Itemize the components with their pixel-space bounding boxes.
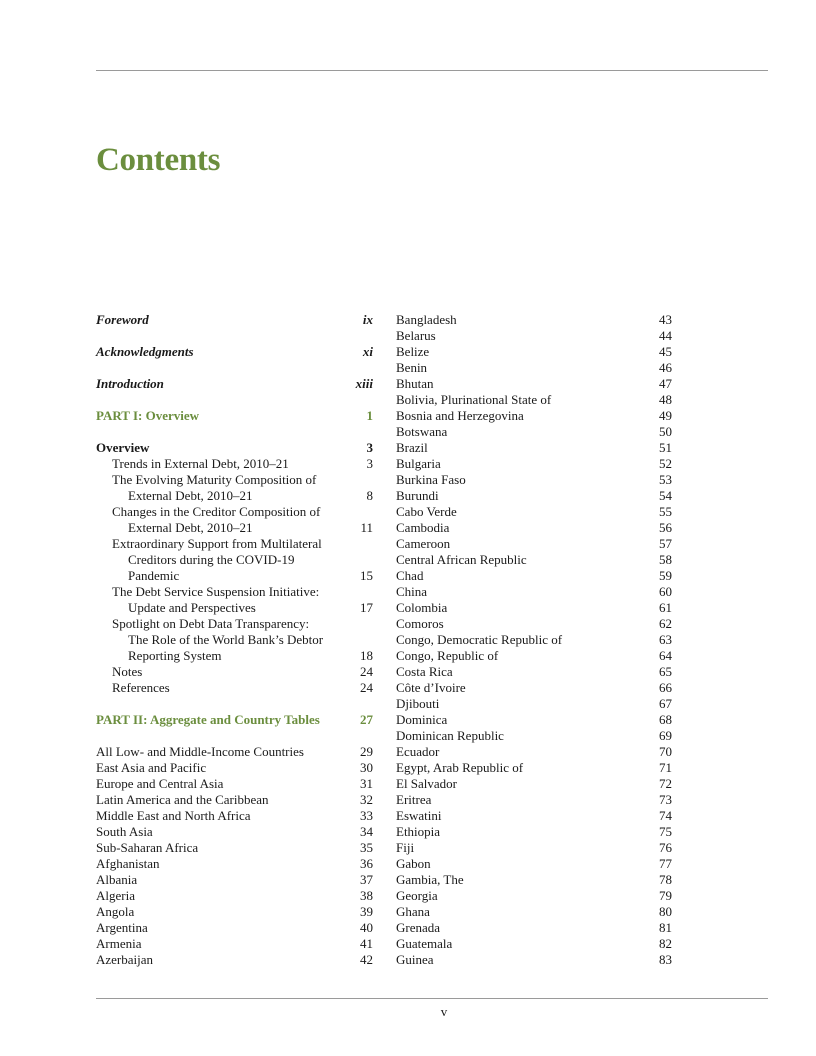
toc-entry-title-line: Bosnia and Herzegovina xyxy=(396,408,524,423)
toc-entry-page: 65 xyxy=(659,664,672,679)
toc-entry-page: 24 xyxy=(360,680,373,695)
toc-entry[interactable] xyxy=(96,824,373,840)
toc-entry[interactable] xyxy=(96,536,373,584)
toc-entry-title-line: Ethiopia xyxy=(396,824,441,839)
toc-entry-title-line: Europe and Central Asia xyxy=(96,776,224,791)
toc-entry-page: 73 xyxy=(659,792,672,807)
toc-entry-title xyxy=(96,664,142,680)
toc-entry-page: 31 xyxy=(360,776,373,791)
toc-entry-title-line: Azerbaijan xyxy=(96,952,154,967)
toc-entry-title xyxy=(396,808,442,824)
toc-entry-title-line: Colombia xyxy=(396,600,448,615)
toc-entry-page: 17 xyxy=(360,600,373,615)
toc-entry-title-line: Changes in the Creditor Composition of xyxy=(112,504,321,519)
toc-entry-title-line: Fiji xyxy=(396,840,415,855)
toc-entry[interactable] xyxy=(96,760,373,776)
toc-entry[interactable] xyxy=(96,472,373,504)
toc-entry-title-line: Algeria xyxy=(96,888,135,903)
toc-entry-title xyxy=(96,344,194,360)
toc-entry[interactable] xyxy=(396,680,672,696)
toc-entry[interactable] xyxy=(396,504,672,520)
toc-entry-title-line: Angola xyxy=(96,904,135,919)
toc-entry-title xyxy=(396,776,457,792)
toc-entry-page: 58 xyxy=(659,552,672,567)
toc-entry[interactable] xyxy=(396,760,672,776)
toc-entry[interactable] xyxy=(396,344,672,360)
toc-entry-page: 42 xyxy=(360,952,373,967)
page-number: v xyxy=(440,1004,448,1019)
toc-entry-title-line: Sub-Saharan Africa xyxy=(96,840,199,855)
toc-entry-page: 59 xyxy=(659,568,672,583)
toc-entry[interactable] xyxy=(396,312,672,328)
toc-entry[interactable] xyxy=(96,680,373,696)
toc-entry-title xyxy=(96,616,323,664)
toc-entry[interactable] xyxy=(396,552,672,568)
toc-entry-page: 75 xyxy=(659,824,672,839)
toc-entry-title xyxy=(396,312,457,328)
toc-entry-title-line: Trends in External Debt, 2010–21 xyxy=(112,456,289,471)
toc-entry[interactable] xyxy=(396,824,672,840)
toc-entry-title-line: Congo, Republic of xyxy=(396,648,499,663)
toc-entry-title-line: Introduction xyxy=(96,376,164,391)
toc-entry-title-line: East Asia and Pacific xyxy=(96,760,207,775)
toc-entry[interactable] xyxy=(96,952,373,968)
toc-entry-title xyxy=(396,824,440,840)
toc-entry-page: 69 xyxy=(659,728,672,743)
toc-entry-title xyxy=(396,888,438,904)
toc-entry-title-line: Bolivia, Plurinational State of xyxy=(396,392,552,407)
toc-entry[interactable] xyxy=(396,584,672,600)
toc-entry-title-line: Egypt, Arab Republic of xyxy=(396,760,524,775)
toc-entry-title xyxy=(396,744,439,760)
toc-entry-title xyxy=(396,664,453,680)
toc-entry-title-line: Bhutan xyxy=(396,376,434,391)
toc-entry-title xyxy=(396,504,457,520)
toc-entry-title xyxy=(96,872,137,888)
toc-entry-title xyxy=(396,520,449,536)
toc-entry-title xyxy=(96,536,322,584)
toc-entry[interactable] xyxy=(396,328,672,344)
toc-entry-title xyxy=(96,680,170,696)
toc-entry[interactable] xyxy=(396,360,672,376)
toc-entry-title xyxy=(396,456,441,472)
toc-entry-page: 66 xyxy=(659,680,672,695)
toc-entry-page: 43 xyxy=(659,312,672,327)
toc-entry-page: 74 xyxy=(659,808,672,823)
top-rule xyxy=(96,70,768,71)
toc-entry[interactable] xyxy=(96,872,373,888)
toc-entry[interactable] xyxy=(396,632,672,648)
toc-entry[interactable] xyxy=(96,888,373,904)
toc-entry-page: 47 xyxy=(659,376,672,391)
toc-entry-title xyxy=(396,536,450,552)
toc-entry-title xyxy=(396,392,551,408)
toc-entry-title xyxy=(396,552,527,568)
toc-entry[interactable] xyxy=(396,712,672,728)
toc-entry-page: 72 xyxy=(659,776,672,791)
toc-entry[interactable] xyxy=(396,776,672,792)
toc-entry-title xyxy=(96,408,199,424)
toc-entry-title xyxy=(396,760,523,776)
toc-entry[interactable] xyxy=(396,456,672,472)
toc-entry-page: 39 xyxy=(360,904,373,919)
toc-entry-title-line: External Debt, 2010–21 xyxy=(128,520,253,535)
toc-entry-title xyxy=(396,328,436,344)
toc-entry-title-line: Eritrea xyxy=(396,792,432,807)
page-title: Contents xyxy=(96,142,221,178)
toc-entry[interactable] xyxy=(96,904,373,920)
toc-entry-title xyxy=(396,408,524,424)
toc-entry-page: 3 xyxy=(366,456,373,471)
toc-entry-title-line: Extraordinary Support from Multilateral xyxy=(112,536,322,551)
toc-entry-title xyxy=(96,760,206,776)
toc-entry-title-line: Creditors during the COVID-19 xyxy=(128,552,295,567)
toc-entry-title-line: PART II: Aggregate and Country Tables xyxy=(96,712,320,727)
toc-entry[interactable] xyxy=(396,440,672,456)
toc-entry-page: 77 xyxy=(659,856,672,871)
toc-entry[interactable] xyxy=(396,952,672,968)
toc-entry[interactable] xyxy=(96,584,373,616)
toc-entry-page: 46 xyxy=(659,360,672,375)
toc-entry[interactable] xyxy=(96,776,373,792)
toc-entry-page: 79 xyxy=(659,888,672,903)
toc-entry[interactable] xyxy=(96,440,373,456)
toc-entry-page: 56 xyxy=(659,520,672,535)
toc-entry[interactable] xyxy=(96,312,373,328)
toc-entry-title xyxy=(396,712,447,728)
toc-entry[interactable] xyxy=(396,728,672,744)
toc-entry-title-line: Congo, Democratic Republic of xyxy=(396,632,563,647)
toc-entry-title-line: Afghanistan xyxy=(96,856,160,871)
toc-entry-page: 48 xyxy=(659,392,672,407)
toc-entry-title xyxy=(396,648,498,664)
toc-entry[interactable] xyxy=(396,392,672,408)
toc-entry-title-line: Côte d’Ivoire xyxy=(396,680,466,695)
toc-entry-title-line: Burundi xyxy=(396,488,439,503)
toc-entry-title xyxy=(396,376,434,392)
toc-entry-title-line: Djibouti xyxy=(396,696,440,711)
toc-entry-title-line: Notes xyxy=(112,664,143,679)
toc-entry[interactable] xyxy=(96,712,373,728)
toc-entry-title-line: Armenia xyxy=(96,936,142,951)
toc-entry-title-line: El Salvador xyxy=(396,776,458,791)
toc-entry[interactable] xyxy=(396,536,672,552)
toc-entry-page: 54 xyxy=(659,488,672,503)
toc-entry-page: 34 xyxy=(360,824,373,839)
toc-entry-title xyxy=(96,744,304,760)
toc-entry-title xyxy=(396,344,429,360)
toc-entry-title xyxy=(96,584,319,616)
toc-entry-title xyxy=(96,952,153,968)
toc-column-right xyxy=(396,312,672,968)
toc-entry-page: 18 xyxy=(360,648,373,663)
toc-entry-title-line: Dominican Republic xyxy=(396,728,504,743)
toc-entry-page: 81 xyxy=(659,920,672,935)
toc-entry-title-line: Reporting System xyxy=(128,648,222,663)
toc-entry-page: 78 xyxy=(659,872,672,887)
toc-entry-page: 36 xyxy=(360,856,373,871)
toc-entry-title xyxy=(396,792,431,808)
toc-entry-title-line: Bulgaria xyxy=(396,456,441,471)
toc-entry-title-line: Bangladesh xyxy=(396,312,457,327)
toc-entry[interactable] xyxy=(396,488,672,504)
toc-entry-title-line: Burkina Faso xyxy=(396,472,466,487)
toc-entry-title xyxy=(396,872,464,888)
toc-entry-page: 80 xyxy=(659,904,672,919)
toc-entry-title xyxy=(96,456,289,472)
toc-entry[interactable] xyxy=(396,904,672,920)
toc-entry-title-line: Foreword xyxy=(96,312,149,327)
toc-entry-title xyxy=(96,920,148,936)
toc-entry-page: 55 xyxy=(659,504,672,519)
toc-entry-title xyxy=(396,952,434,968)
toc-entry-title xyxy=(96,504,320,536)
toc-entry-title-line: Gabon xyxy=(396,856,431,871)
toc-entry-title-line: Cabo Verde xyxy=(396,504,457,519)
toc-entry-title xyxy=(396,600,447,616)
toc-entry[interactable] xyxy=(396,600,672,616)
toc-entry-title xyxy=(96,376,164,392)
toc-entry-title-line: Acknowledgments xyxy=(96,344,194,359)
toc-entry-title-line: The Role of the World Bank’s Debtor xyxy=(128,632,324,647)
toc-entry-title xyxy=(96,936,141,952)
toc-entry-title-line: Grenada xyxy=(396,920,441,935)
toc-entry-title-line: China xyxy=(396,584,428,599)
toc-entry[interactable] xyxy=(396,840,672,856)
toc-entry-title xyxy=(96,472,316,504)
toc-entry-page: 50 xyxy=(659,424,672,439)
toc-entry-page: 76 xyxy=(659,840,672,855)
toc-entry[interactable] xyxy=(96,376,373,392)
toc-entry[interactable] xyxy=(96,808,373,824)
toc-entry-page: 24 xyxy=(360,664,373,679)
toc-entry-title xyxy=(396,616,444,632)
toc-entry-title-line: Ghana xyxy=(396,904,430,919)
toc-entry-page: xiii xyxy=(355,376,373,391)
toc-entry-title xyxy=(96,808,251,824)
toc-entry-title xyxy=(96,776,223,792)
toc-entry[interactable] xyxy=(96,920,373,936)
toc-entry[interactable] xyxy=(96,936,373,952)
toc-entry[interactable] xyxy=(396,376,672,392)
toc-entry-page: 51 xyxy=(659,440,672,455)
toc-entry-title-line: References xyxy=(112,680,170,695)
toc-entry-title xyxy=(396,728,504,744)
toc-entry-page: 35 xyxy=(360,840,373,855)
toc-entry-title-line: Albania xyxy=(96,872,138,887)
toc-entry-title-line: Belarus xyxy=(396,328,436,343)
toc-entry-title xyxy=(396,840,414,856)
toc-entry-title xyxy=(396,360,427,376)
toc-entry-title xyxy=(396,424,447,440)
toc-entry[interactable] xyxy=(396,648,672,664)
toc-entry[interactable] xyxy=(396,888,672,904)
toc-entry[interactable] xyxy=(396,520,672,536)
toc-entry-title xyxy=(396,920,440,936)
toc-entry-page: 3 xyxy=(366,440,373,455)
toc-entry-title-line: Pandemic xyxy=(128,568,180,583)
toc-entry-title xyxy=(96,840,198,856)
toc-entry-title-line: Argentina xyxy=(96,920,148,935)
toc-entry-page: 83 xyxy=(659,952,672,967)
toc-entry-page: 32 xyxy=(360,792,373,807)
toc-entry[interactable] xyxy=(96,792,373,808)
toc-entry-page: 67 xyxy=(659,696,672,711)
toc-entry[interactable] xyxy=(396,744,672,760)
toc-entry-page: 11 xyxy=(360,520,373,535)
toc-entry-title-line: Costa Rica xyxy=(396,664,453,679)
toc-entry-page: 1 xyxy=(366,408,373,423)
toc-entry[interactable] xyxy=(396,696,672,712)
toc-entry-title xyxy=(396,568,423,584)
toc-entry-title xyxy=(396,472,466,488)
toc-entry-title xyxy=(96,856,160,872)
toc-entry[interactable] xyxy=(96,456,373,472)
toc-entry[interactable] xyxy=(396,920,672,936)
toc-entry[interactable] xyxy=(396,856,672,872)
toc-entry-page: 30 xyxy=(360,760,373,775)
toc-entry-page: 63 xyxy=(659,632,672,647)
toc-entry-page: 45 xyxy=(659,344,672,359)
toc-entry-title xyxy=(396,936,452,952)
toc-column-left xyxy=(96,312,373,968)
toc-entry-title-line: Brazil xyxy=(396,440,428,455)
toc-entry-title-line: Belize xyxy=(396,344,430,359)
toc-entry-title xyxy=(396,856,431,872)
toc-entry-title-line: Comoros xyxy=(396,616,444,631)
toc-entry-title-line: Central African Republic xyxy=(396,552,527,567)
toc-entry[interactable] xyxy=(96,504,373,536)
toc-entry-title-line: The Debt Service Suspension Initiative: xyxy=(112,584,320,599)
toc-entry[interactable] xyxy=(396,408,672,424)
toc-entry[interactable] xyxy=(396,872,672,888)
toc-entry-title-line: Botswana xyxy=(396,424,448,439)
toc-entry-title-line: All Low- and Middle-Income Countries xyxy=(96,744,304,759)
toc-entry-page: 15 xyxy=(360,568,373,583)
toc-entry-page: 68 xyxy=(659,712,672,727)
toc-entry[interactable] xyxy=(396,472,672,488)
toc-entry-title-line: South Asia xyxy=(96,824,153,839)
toc-entry-title xyxy=(96,440,149,456)
toc-entry[interactable] xyxy=(96,744,373,760)
toc-entry-title xyxy=(396,904,430,920)
toc-entry-title-line: PART I: Overview xyxy=(96,408,200,423)
toc-entry[interactable] xyxy=(96,616,373,664)
toc-entry-title-line: Eswatini xyxy=(396,808,442,823)
toc-entry-page: 41 xyxy=(360,936,373,951)
toc-entry-title-line: Georgia xyxy=(396,888,438,903)
toc-entry-page: 61 xyxy=(659,600,672,615)
toc-entry-title xyxy=(396,488,439,504)
toc-entry-title-line: The Evolving Maturity Composition of xyxy=(112,472,317,487)
toc-entry-page: 29 xyxy=(360,744,373,759)
toc-entry-title-line: Cameroon xyxy=(396,536,451,551)
toc-entry-page: 37 xyxy=(360,872,373,887)
toc-entry-title xyxy=(96,712,320,728)
toc-entry-title-line: Cambodia xyxy=(396,520,450,535)
toc-entry-page: 27 xyxy=(360,712,373,727)
toc-entry-title-line: Guatemala xyxy=(396,936,453,951)
toc-entry-title-line: Spotlight on Debt Data Transparency: xyxy=(112,616,310,631)
toc-entry-page: 70 xyxy=(659,744,672,759)
toc-entry-title-line: External Debt, 2010–21 xyxy=(128,488,253,503)
toc-entry-title xyxy=(96,312,149,328)
toc-entry[interactable] xyxy=(96,344,373,360)
toc-entry-title-line: Update and Perspectives xyxy=(128,600,256,615)
toc-entry[interactable] xyxy=(96,408,373,424)
bottom-rule xyxy=(96,998,768,999)
toc-entry-page: 71 xyxy=(659,760,672,775)
toc-entry-page: 64 xyxy=(659,648,672,663)
toc-entry[interactable] xyxy=(396,424,672,440)
toc-entry-title xyxy=(96,904,134,920)
toc-entry[interactable] xyxy=(96,664,373,680)
toc-entry-page: 82 xyxy=(659,936,672,951)
toc-entry-page: 53 xyxy=(659,472,672,487)
toc-entry[interactable] xyxy=(396,664,672,680)
toc-entry[interactable] xyxy=(396,936,672,952)
toc-entry-title-line: Overview xyxy=(96,440,150,455)
toc-entry-page: 52 xyxy=(659,456,672,471)
toc-entry-page: 60 xyxy=(659,584,672,599)
toc-entry[interactable] xyxy=(396,568,672,584)
toc-entry-page: 49 xyxy=(659,408,672,423)
toc-entry-page: 38 xyxy=(360,888,373,903)
toc-entry-page: xi xyxy=(362,344,373,359)
toc-entry-page: 33 xyxy=(360,808,373,823)
toc-entry-title-line: Latin America and the Caribbean xyxy=(96,792,269,807)
toc-entry[interactable] xyxy=(396,808,672,824)
toc-entry-title xyxy=(396,440,428,456)
toc-entry[interactable] xyxy=(96,856,373,872)
toc-entry-title-line: Guinea xyxy=(396,952,434,967)
toc-entry-title xyxy=(396,584,427,600)
toc-entry-title xyxy=(396,696,439,712)
toc-entry-title xyxy=(396,632,562,648)
toc-entry-page: 8 xyxy=(366,488,373,503)
toc-entry[interactable] xyxy=(96,840,373,856)
toc-entry-title xyxy=(96,824,153,840)
toc-entry-title xyxy=(96,888,135,904)
toc-entry-title-line: Gambia, The xyxy=(396,872,464,887)
toc-entry-page: 62 xyxy=(659,616,672,631)
toc-entry-title-line: Chad xyxy=(396,568,424,583)
toc-entry-title xyxy=(396,680,466,696)
toc-entry-page: 44 xyxy=(659,328,672,343)
toc-entry-title-line: Benin xyxy=(396,360,428,375)
toc-entry-title-line: Middle East and North Africa xyxy=(96,808,251,823)
toc-entry-title-line: Dominica xyxy=(396,712,448,727)
toc-entry-title xyxy=(96,792,269,808)
toc-entry-title-line: Ecuador xyxy=(396,744,440,759)
toc-entry-page: ix xyxy=(362,312,373,327)
toc-entry[interactable] xyxy=(396,616,672,632)
toc-entry[interactable] xyxy=(396,792,672,808)
toc-entry-page: 40 xyxy=(360,920,373,935)
toc-entry-page: 57 xyxy=(659,536,672,551)
